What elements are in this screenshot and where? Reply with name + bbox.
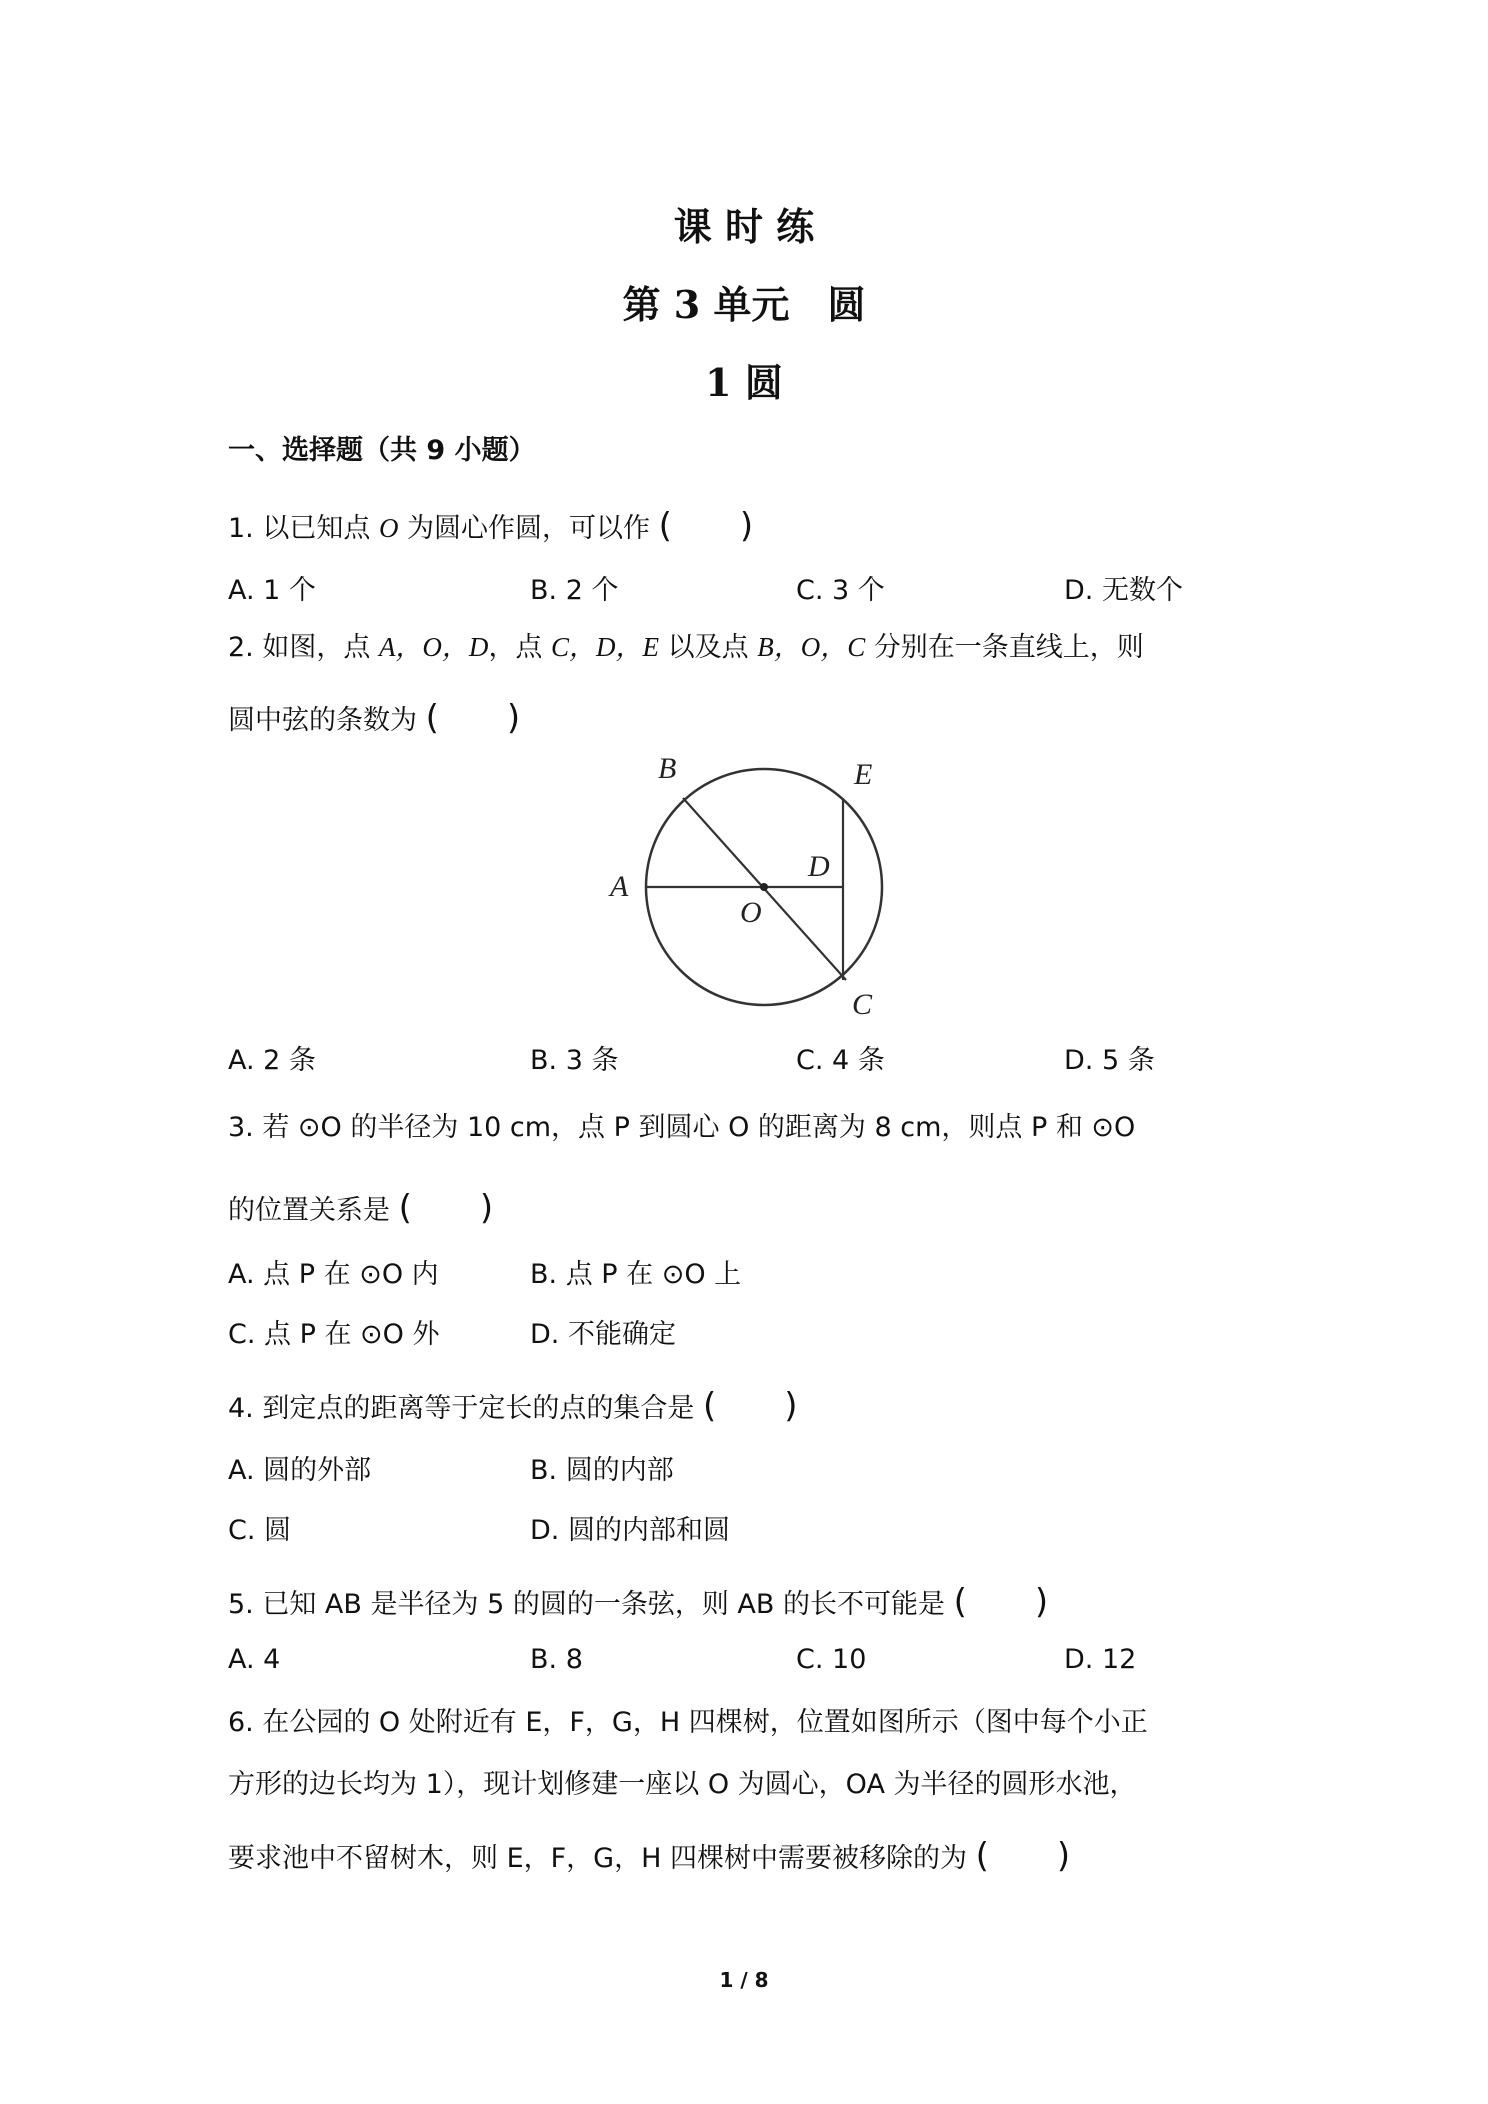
center-point bbox=[760, 883, 768, 891]
q3-option-d: D. 不能确定 bbox=[530, 1319, 676, 1350]
answer-blank: ( ) bbox=[702, 1386, 798, 1426]
answer-blank: ( ) bbox=[425, 698, 521, 738]
label-c: C bbox=[852, 988, 873, 1020]
question-6-line-1: 6. 在公园的 O 处附近有 E，F，G，H 四棵树，位置如图所示（图中每个小正 bbox=[228, 1707, 1148, 1738]
q5-option-b: B. 8 bbox=[530, 1644, 583, 1675]
q2-text-a: 2. 如图，点 bbox=[228, 632, 379, 663]
answer-blank: ( ) bbox=[658, 506, 754, 546]
q6-text-line3: 要求池中不留树木，则 E，F，G，H 四棵树中需要被移除的为 bbox=[228, 1843, 967, 1874]
question-3-line-2 bbox=[228, 1180, 493, 1229]
q2-option-a: A. 2 条 bbox=[228, 1045, 316, 1076]
answer-blank: ( ) bbox=[953, 1582, 1049, 1622]
q2-text-line2: 圆中弦的条数为 bbox=[228, 705, 417, 736]
q4-option-a: A. 圆的外部 bbox=[228, 1455, 372, 1486]
question-3-line-1: 3. 若 ⊙O 的半径为 10 cm，点 P 到圆心 O 的距离为 8 cm，则点 P 和 ⊙O bbox=[228, 1112, 1136, 1143]
q1-option-c: C. 3 个 bbox=[796, 575, 885, 606]
q3-option-b: B. 点 P 在 ⊙O 上 bbox=[530, 1259, 742, 1290]
unit-title: 第 3 单元 圆 bbox=[622, 282, 866, 327]
question-1-text-a: 1. 以已知点 bbox=[228, 513, 379, 544]
q2-option-d: D. 5 条 bbox=[1064, 1045, 1155, 1076]
page-title: 课 时 练 bbox=[673, 204, 815, 249]
q2-option-b: B. 3 条 bbox=[530, 1045, 619, 1076]
question-2-line-2 bbox=[228, 690, 520, 739]
label-e: E bbox=[854, 758, 873, 791]
label-o: O bbox=[740, 896, 762, 929]
circle-chord-figure bbox=[590, 748, 920, 1020]
q1-option-a: A. 1 个 bbox=[228, 575, 316, 606]
label-d: D bbox=[808, 850, 830, 883]
label-b: B bbox=[658, 752, 677, 785]
q3-text-line2: 的位置关系是 bbox=[228, 1195, 390, 1226]
q4-text: 4. 到定点的距离等于定长的点的集合是 bbox=[228, 1393, 695, 1424]
lesson-title: 1 圆 bbox=[705, 360, 783, 405]
q2-text-c: 以及点 bbox=[659, 632, 758, 663]
q2-vars-3: B，O，C bbox=[757, 632, 866, 662]
q4-option-d: D. 圆的内部和圆 bbox=[530, 1515, 730, 1546]
q3-option-c: C. 点 P 在 ⊙O 外 bbox=[228, 1319, 440, 1350]
question-5-line-1 bbox=[228, 1574, 1048, 1623]
question-1-var-o: O bbox=[378, 513, 399, 543]
q3-option-a: A. 点 P 在 ⊙O 内 bbox=[228, 1259, 439, 1290]
question-6-line-2: 方形的边长均为 1），现计划修建一座以 O 为圆心，OA 为半径的圆形水池， bbox=[228, 1769, 1137, 1800]
question-4-line-1 bbox=[228, 1378, 797, 1427]
question-1-stem bbox=[228, 498, 753, 547]
q2-option-c: C. 4 条 bbox=[796, 1045, 885, 1076]
answer-blank: ( ) bbox=[975, 1836, 1071, 1876]
question-2-line-1 bbox=[228, 625, 1144, 664]
q5-text: 5. 已知 AB 是半径为 5 的圆的一条弦，则 AB 的长不可能是 bbox=[228, 1589, 946, 1620]
q5-option-c: C. 10 bbox=[796, 1644, 867, 1675]
q5-option-a: A. 4 bbox=[228, 1644, 281, 1675]
q2-vars-1: A，O，D bbox=[378, 632, 489, 662]
q2-text-d: 分别在一条直线上，则 bbox=[865, 632, 1144, 663]
question-1-text-b: 为圆心作圆，可以作 bbox=[398, 513, 651, 544]
question-6-line-3 bbox=[228, 1828, 1070, 1877]
page-number: 1 / 8 bbox=[719, 1968, 769, 1992]
label-a: A bbox=[610, 870, 629, 903]
q5-option-d: D. 12 bbox=[1064, 1644, 1137, 1675]
section-heading: 一、选择题（共 9 小题） bbox=[228, 435, 536, 466]
q2-vars-2: C，D，E bbox=[551, 632, 660, 662]
answer-blank: ( ) bbox=[398, 1188, 494, 1228]
q1-option-d: D. 无数个 bbox=[1064, 575, 1183, 606]
q4-option-c: C. 圆 bbox=[228, 1515, 292, 1546]
q2-text-b: ，点 bbox=[488, 632, 552, 663]
q4-option-b: B. 圆的内部 bbox=[530, 1455, 674, 1486]
q1-option-b: B. 2 个 bbox=[530, 575, 619, 606]
